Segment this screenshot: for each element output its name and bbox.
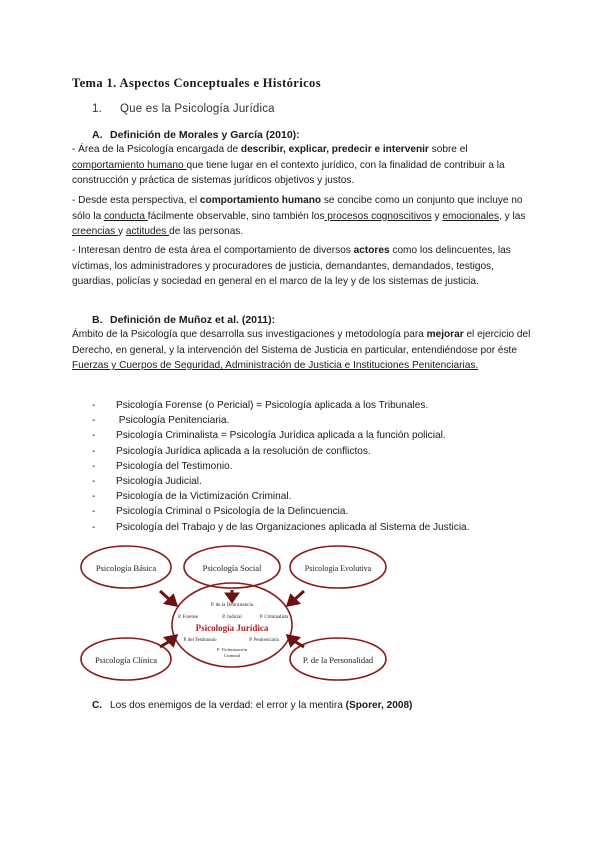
section-b-paragraph: Ámbito de la Psicología que desarrolla sus investigaciones y metodología para mejorar el ejercicio del Derecho, en general, y la intervención del Sistema de Justicia en particular, entendiéndose por éste Fuerzas y Cuerpos de Seguridad, Administración de Justicia e Instituciones Penitenciarias. xyxy=(72,329,531,371)
personalidad-label: P. de la Personalidad xyxy=(302,655,374,665)
section-1-label: Que es la Psicología Jurídica xyxy=(120,103,275,115)
list-item: - Psicología Jurídica aplicada a la resolución de conflictos. xyxy=(92,445,371,457)
section-c-heading xyxy=(92,700,412,711)
list-item: - Psicología del Trabajo y de las Organizaciones aplicada al Sistema de Justicia. xyxy=(92,521,470,533)
evolutiva-label: Psicología Evolutiva xyxy=(304,564,372,573)
section-c-letter: C. xyxy=(92,700,103,711)
section-b-title: Definición de Muñoz et al. (2011): xyxy=(110,314,276,326)
section-b-letter: B. xyxy=(92,314,103,326)
section-c-text: Los dos enemigos de la verdad: el error y la mentira xyxy=(110,700,346,711)
section-b-heading xyxy=(92,314,275,326)
list-item: - Psicología Forense (o Pericial) = Psicología aplicada a los Tribunales. xyxy=(92,400,429,411)
section-a-paragraph-3: - Interesan dentro de esta área el comportamiento de diversos actores como los delincuentes, las víctimas, los administradores y procuradores de justicia, demandantes, demandados, testigos, guardias, policías y sociedad en general en el marco de la ley y de los sistemas de justicia. xyxy=(72,245,511,287)
center-low-right-label: P. Penitenciaria xyxy=(249,638,279,643)
list-item: - Psicología Penitenciaria. xyxy=(92,415,230,427)
branches-list xyxy=(92,398,469,535)
arrow-icon xyxy=(227,594,237,601)
center-low-left-label: P. del Testimonio xyxy=(183,638,217,643)
section-a-heading xyxy=(92,129,300,141)
psychology-branches-diagram xyxy=(78,543,518,685)
center-top-label: P. de la Delincuencia xyxy=(211,603,253,608)
section-c-citation: (Sporer, 2008) xyxy=(345,700,413,711)
page-title: Tema 1. Aspectos Conceptuales e Históricos xyxy=(72,76,321,90)
list-item: - Psicología Criminalista = Psicología Jurídica aplicada a la función policial. xyxy=(92,430,446,442)
section-1-number: 1. xyxy=(92,103,102,115)
center-bottom-label-1: P. Victimización xyxy=(216,647,248,652)
section-a-letter: A. xyxy=(92,129,103,141)
section-a-paragraph-2: - Desde esta perspectiva, el comportamiento humano se concibe como un conjunto que incluye no sólo la conducta fácilmente observable, sino también los procesos cognoscitivos y emocionales, y las creencias y actitudes de las personas. xyxy=(72,195,526,237)
center-left-label: P. Forense xyxy=(178,615,198,620)
center-mid-label: P. Judicial xyxy=(222,615,242,620)
section-a-title: Definición de Morales y García (2010): xyxy=(110,129,300,141)
clinica-label: Psicología Clínica xyxy=(94,655,158,665)
section-1-heading xyxy=(92,103,275,115)
list-item: - Psicología de la Victimización Criminal. xyxy=(92,491,292,503)
center-title: Psicología Jurídica xyxy=(195,623,269,633)
list-item: - Psicología Criminal o Psicología de la Delincuencia. xyxy=(92,506,349,518)
list-item: - Psicología del Testimonio. xyxy=(92,460,233,472)
center-right-label: P. Criminalista xyxy=(259,615,289,620)
center-bottom-label-2: Criminal xyxy=(223,653,241,658)
list-item: - Psicología Judicial. xyxy=(92,476,202,488)
social-label: Psicología Social xyxy=(202,563,262,573)
basica-label: Psicología Básica xyxy=(95,563,157,573)
section-a-paragraph-1: - Área de la Psicología encargada de describir, explicar, predecir e intervenir sobre el comportamiento humano que tiene lugar en el contexto jurídico, con la finalidad de contribuir a la construcción y práctica de sistemas jurídicos objetivos y justos. xyxy=(72,144,505,186)
